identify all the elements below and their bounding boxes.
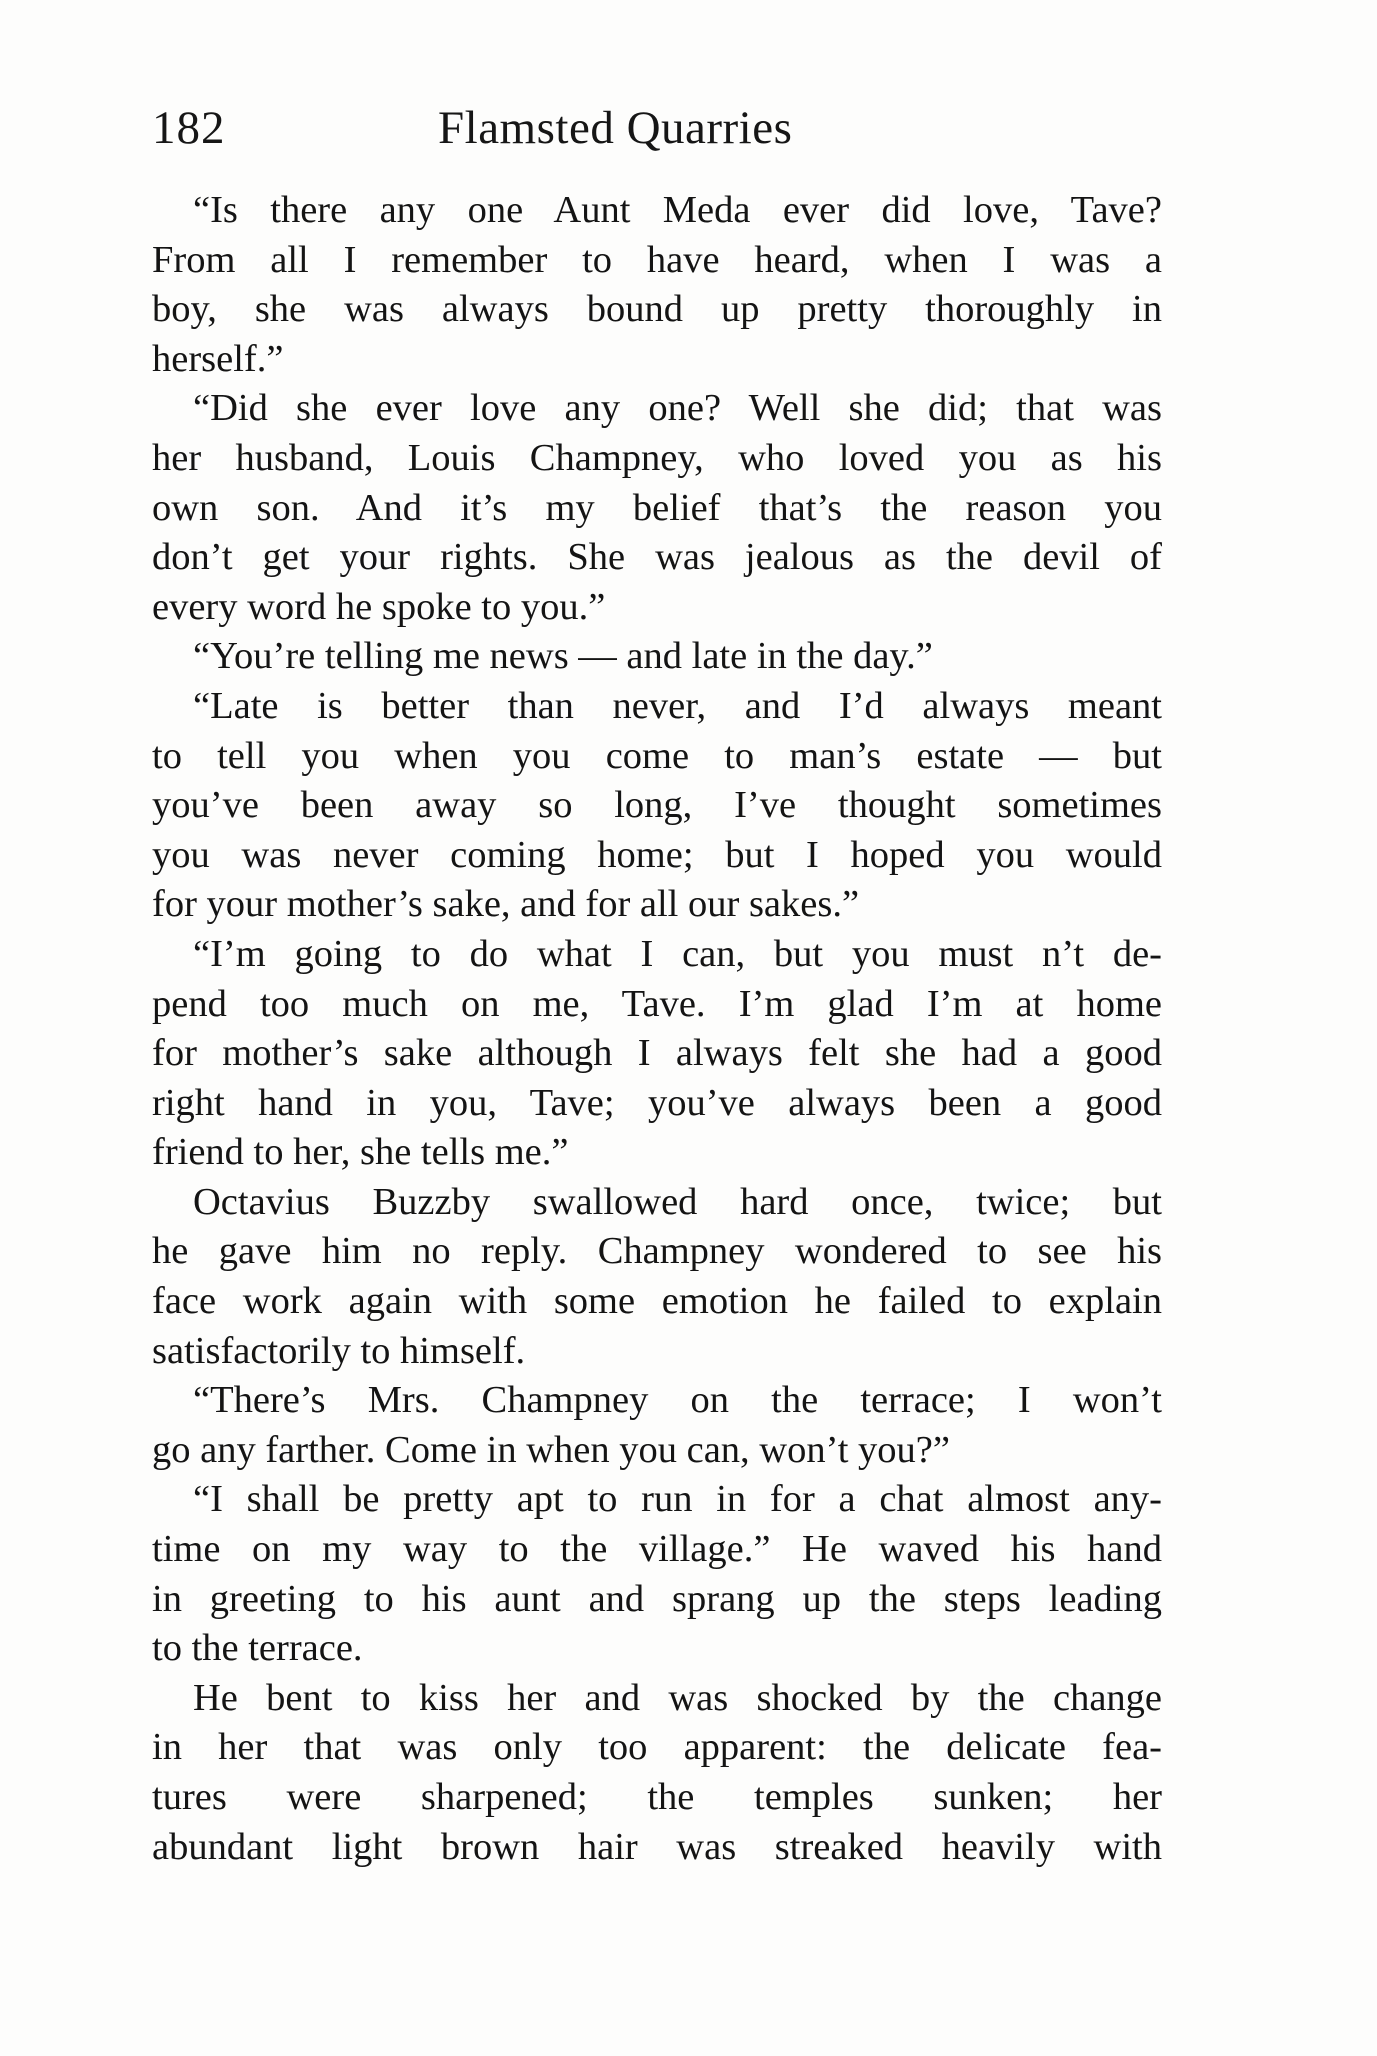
text-line: own son. And it’s my belief that’s the reason you (152, 486, 1162, 529)
text-line: boy, she was always bound up pretty thoroughly in (152, 288, 1162, 331)
text-line: he gave him no reply. Champney wondered to see his (152, 1230, 1162, 1273)
text-line: you was never coming home; but I hoped you would (152, 833, 1162, 876)
text-line: in greeting to his aunt and sprang up the steps leading (152, 1577, 1162, 1620)
text-line: don’t get your rights. She was jealous as the devil of (152, 536, 1162, 579)
text-line: to the terrace. (152, 1627, 363, 1670)
text-line: for mother’s sake although I always felt she had a good (152, 1032, 1162, 1075)
text-line: “There’s Mrs. Champney on the terrace; I won’t (193, 1379, 1162, 1422)
text-line: friend to her, she tells me.” (152, 1131, 569, 1174)
text-line: “You’re telling me news — and late in the day.” (193, 635, 933, 678)
text-line: you’ve been away so long, I’ve thought sometimes (152, 784, 1162, 827)
text-line: every word he spoke to you.” (152, 585, 606, 628)
text-line: tures were sharpened; the temples sunken; her (152, 1776, 1162, 1818)
text-line: Octavius Buzzby swallowed hard once, twice; but (193, 1180, 1162, 1223)
text-line: “Is there any one Aunt Meda ever did love, Tave? (193, 189, 1162, 231)
text-line: for your mother’s sake, and for all our sakes.” (152, 883, 860, 926)
text-line: From all I remember to have heard, when I was a (152, 238, 1162, 281)
text-line: her husband, Louis Champney, who loved you as his (152, 436, 1162, 479)
text-line: “I’m going to do what I can, but you must n’t de- (193, 932, 1162, 975)
text-line: time on my way to the village.” He waved his hand (152, 1528, 1162, 1571)
body-text (152, 186, 1162, 1872)
text-line: right hand in you, Tave; you’ve always been a good (152, 1081, 1162, 1124)
text-line: satisfactorily to himself. (152, 1329, 526, 1372)
text-line: go any farther. Come in when you can, won’t you?” (152, 1428, 950, 1471)
running-title: Flamsted Quarries (438, 102, 793, 154)
text-line: in her that was only too apparent: the delicate fea- (152, 1726, 1162, 1769)
text-line: face work again with some emotion he failed to explain (152, 1280, 1162, 1323)
text-line: to tell you when you come to man’s estate — but (152, 734, 1162, 777)
text-line: “Late is better than never, and I’d always meant (193, 684, 1162, 727)
text-line: “I shall be pretty apt to run in for a chat almost any- (193, 1478, 1162, 1521)
text-line: “Did she ever love any one? Well she did; that was (193, 387, 1162, 430)
text-line: pend too much on me, Tave. I’m glad I’m at home (152, 982, 1162, 1025)
text-line: herself.” (152, 337, 284, 380)
page-header (152, 98, 1162, 158)
text-line: abundant light brown hair was streaked heavily with (152, 1825, 1162, 1868)
page-number: 182 (152, 102, 226, 154)
text-line: He bent to kiss her and was shocked by the change (193, 1676, 1162, 1719)
